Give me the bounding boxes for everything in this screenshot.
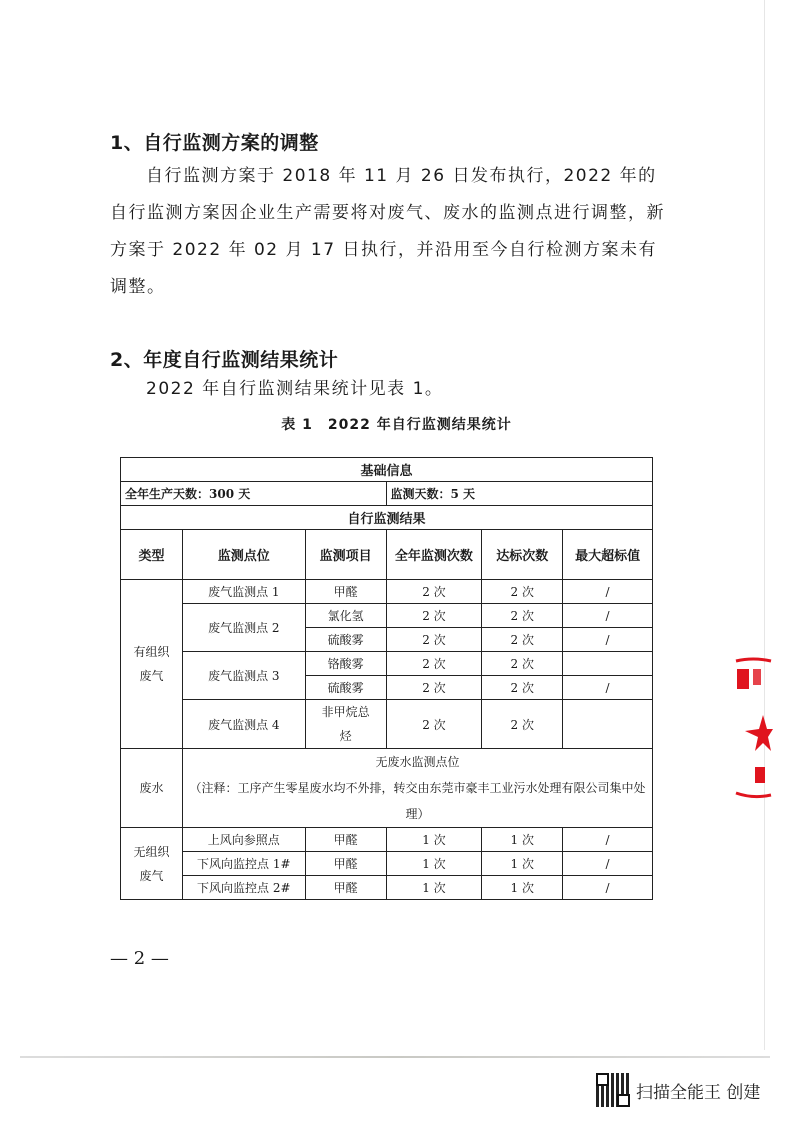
pass-cell: 2 次	[482, 652, 563, 676]
pass-cell: 1 次	[482, 828, 563, 852]
item-cell: 硫酸雾	[305, 628, 386, 652]
wastewater-line1: 无废水监测点位	[375, 755, 460, 769]
qr-code-icon	[596, 1073, 630, 1107]
table-row	[121, 604, 653, 628]
pass-cell: 1 次	[482, 876, 563, 900]
point-cell: 废气监测点 2	[182, 604, 305, 652]
table-row	[121, 749, 653, 828]
count-cell: 2 次	[386, 700, 482, 749]
pass-cell: 2 次	[482, 700, 563, 749]
item-cell: 甲醛	[305, 580, 386, 604]
table-caption: 表 1 2022 年自行监测结果统计	[281, 417, 512, 433]
pass-cell: 2 次	[482, 580, 563, 604]
column-header: 监测点位	[182, 530, 305, 580]
item-cell: 非甲烷总烃	[305, 700, 386, 749]
max-cell	[563, 700, 653, 749]
table-row	[121, 828, 653, 852]
item-cell: 甲醛	[305, 828, 386, 852]
type-cell: 废水	[121, 749, 183, 828]
max-cell: /	[563, 580, 653, 604]
production-days: 全年生产天数：300 天	[121, 482, 387, 506]
table-row	[121, 580, 653, 604]
item-cell: 甲醛	[305, 852, 386, 876]
max-cell: /	[563, 676, 653, 700]
column-header: 全年监测次数	[386, 530, 482, 580]
pass-cell: 2 次	[482, 604, 563, 628]
count-cell: 2 次	[386, 652, 482, 676]
table-row	[121, 652, 653, 676]
point-cell: 废气监测点 1	[182, 580, 305, 604]
item-cell: 硫酸雾	[305, 676, 386, 700]
section-heading-1: 1、自行监测方案的调整	[110, 132, 319, 154]
page-edge	[764, 0, 765, 1050]
max-cell	[563, 652, 653, 676]
scanner-watermark	[596, 1073, 760, 1107]
results-title: 自行监测结果	[121, 506, 653, 530]
scan-edge-line	[20, 1056, 770, 1058]
monitoring-results-table	[120, 457, 653, 900]
point-cell: 废气监测点 3	[182, 652, 305, 700]
section-heading-2: 2、年度自行监测结果统计	[110, 349, 339, 371]
count-cell: 1 次	[386, 876, 482, 900]
section-body-1: 自行监测方案于 2018 年 11 月 26 日发布执行，2022 年的自行监测方案因企业生产需要将对废气、废水的监测点进行调整，新方案于 2022 年 02 月 17 日执行，并沿用至今自行检测方案未有调整。	[110, 166, 665, 297]
count-cell: 2 次	[386, 580, 482, 604]
count-cell: 1 次	[386, 852, 482, 876]
column-header: 监测项目	[305, 530, 386, 580]
column-header: 类型	[121, 530, 183, 580]
item-cell: 甲醛	[305, 876, 386, 900]
type-cell: 无组织废气	[121, 828, 183, 900]
page-number: — 2 —	[110, 948, 169, 969]
watermark-text: 扫描全能王 创建	[636, 1082, 761, 1103]
wastewater-note	[182, 749, 652, 828]
pass-cell: 2 次	[482, 628, 563, 652]
max-cell: /	[563, 828, 653, 852]
type-cell: 有组织废气	[121, 580, 183, 749]
monitoring-days: 监测天数：5 天	[386, 482, 652, 506]
wastewater-line2: （注释：工序产生零星废水均不外排，转交由东莞市豪丰工业污水处理有限公司集中处理）	[189, 781, 646, 821]
point-cell: 下风向监控点 2#	[182, 876, 305, 900]
column-header: 最大超标值	[563, 530, 653, 580]
red-seal-stamp-icon	[733, 655, 773, 805]
item-cell: 氯化氢	[305, 604, 386, 628]
max-cell: /	[563, 876, 653, 900]
table-row	[121, 876, 653, 900]
column-header: 达标次数	[482, 530, 563, 580]
table-row	[121, 852, 653, 876]
basic-info-title: 基础信息	[121, 458, 653, 482]
count-cell: 2 次	[386, 604, 482, 628]
count-cell: 2 次	[386, 628, 482, 652]
pass-cell: 1 次	[482, 852, 563, 876]
count-cell: 1 次	[386, 828, 482, 852]
max-cell: /	[563, 852, 653, 876]
point-cell: 废气监测点 4	[182, 700, 305, 749]
pass-cell: 2 次	[482, 676, 563, 700]
section-body-2: 2022 年自行监测结果统计见表 1。	[146, 379, 444, 399]
max-cell: /	[563, 628, 653, 652]
point-cell: 上风向参照点	[182, 828, 305, 852]
table-row	[121, 700, 653, 749]
item-cell: 铬酸雾	[305, 652, 386, 676]
max-cell: /	[563, 604, 653, 628]
count-cell: 2 次	[386, 676, 482, 700]
point-cell: 下风向监控点 1#	[182, 852, 305, 876]
